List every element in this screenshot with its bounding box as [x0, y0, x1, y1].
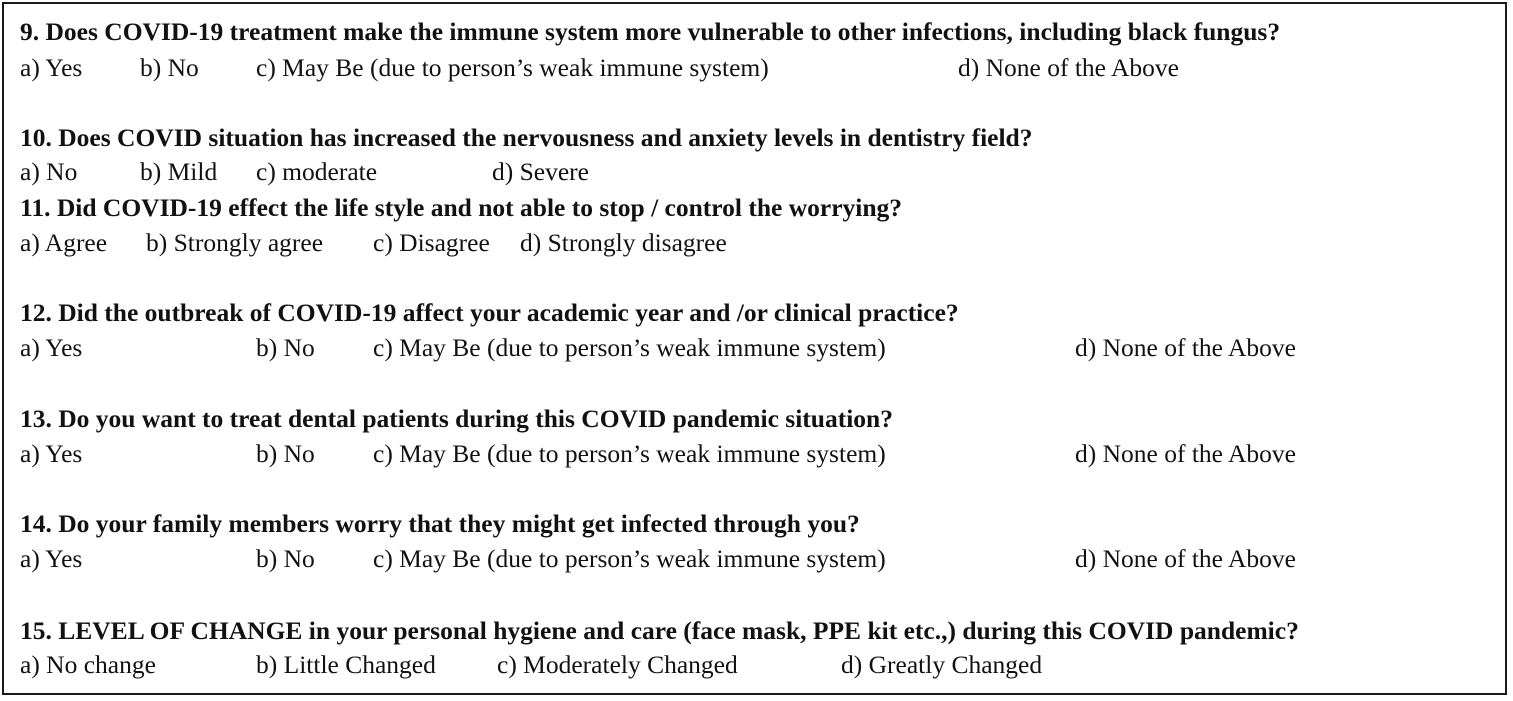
option-b: b) Mild: [140, 157, 218, 186]
option-d: d) Severe: [492, 157, 589, 186]
option-d: d) None of the Above: [1075, 544, 1296, 573]
option-b: b) Strongly agree: [146, 228, 324, 257]
option-d: d) Greatly Changed: [841, 650, 1043, 679]
option-b: b) No: [256, 439, 315, 468]
question-12: 12. Did the outbreak of COVID-19 affect your academic year and /or clinical practice?: [20, 298, 959, 327]
option-a: a) Yes: [20, 439, 83, 468]
option-c: c) Disagree: [373, 228, 490, 257]
option-a: a) No change: [20, 650, 156, 679]
question-9: 9. Does COVID-19 treatment make the immune system more vulnerable to other infections, including black fungus?: [20, 17, 1281, 46]
option-c: c) moderate: [256, 157, 378, 186]
option-a: a) Yes: [20, 544, 83, 573]
option-a: a) Yes: [20, 333, 83, 362]
question-14: 14. Do your family members worry that they might get infected through you?: [20, 509, 860, 538]
option-d: d) None of the Above: [1075, 333, 1296, 362]
option-b: b) No: [256, 544, 315, 573]
option-c: c) May Be (due to person’s weak immune system): [256, 53, 769, 82]
question-10: 10. Does COVID situation has increased the nervousness and anxiety levels in dentistry field?: [20, 123, 1033, 152]
option-c: c) May Be (due to person’s weak immune system): [373, 544, 886, 573]
question-15: 15. LEVEL OF CHANGE in your personal hygiene and care (face mask, PPE kit etc.,) during this COVID pandemic?: [20, 616, 1299, 645]
option-d: d) None of the Above: [958, 53, 1179, 82]
option-c: c) May Be (due to person’s weak immune system): [373, 333, 886, 362]
option-b: b) No: [140, 53, 199, 82]
option-d: d) Strongly disagree: [520, 228, 727, 257]
option-a: a) No: [20, 157, 78, 186]
option-b: b) Little Changed: [256, 650, 436, 679]
option-c: c) Moderately Changed: [497, 650, 738, 679]
option-d: d) None of the Above: [1075, 439, 1296, 468]
option-b: b) No: [256, 333, 315, 362]
question-13: 13. Do you want to treat dental patients during this COVID pandemic situation?: [20, 404, 893, 433]
question-11: 11. Did COVID-19 effect the life style and not able to stop / control the worrying?: [20, 193, 903, 222]
option-a: a) Agree: [20, 228, 108, 257]
option-a: a) Yes: [20, 53, 83, 82]
option-c: c) May Be (due to person’s weak immune system): [373, 439, 886, 468]
